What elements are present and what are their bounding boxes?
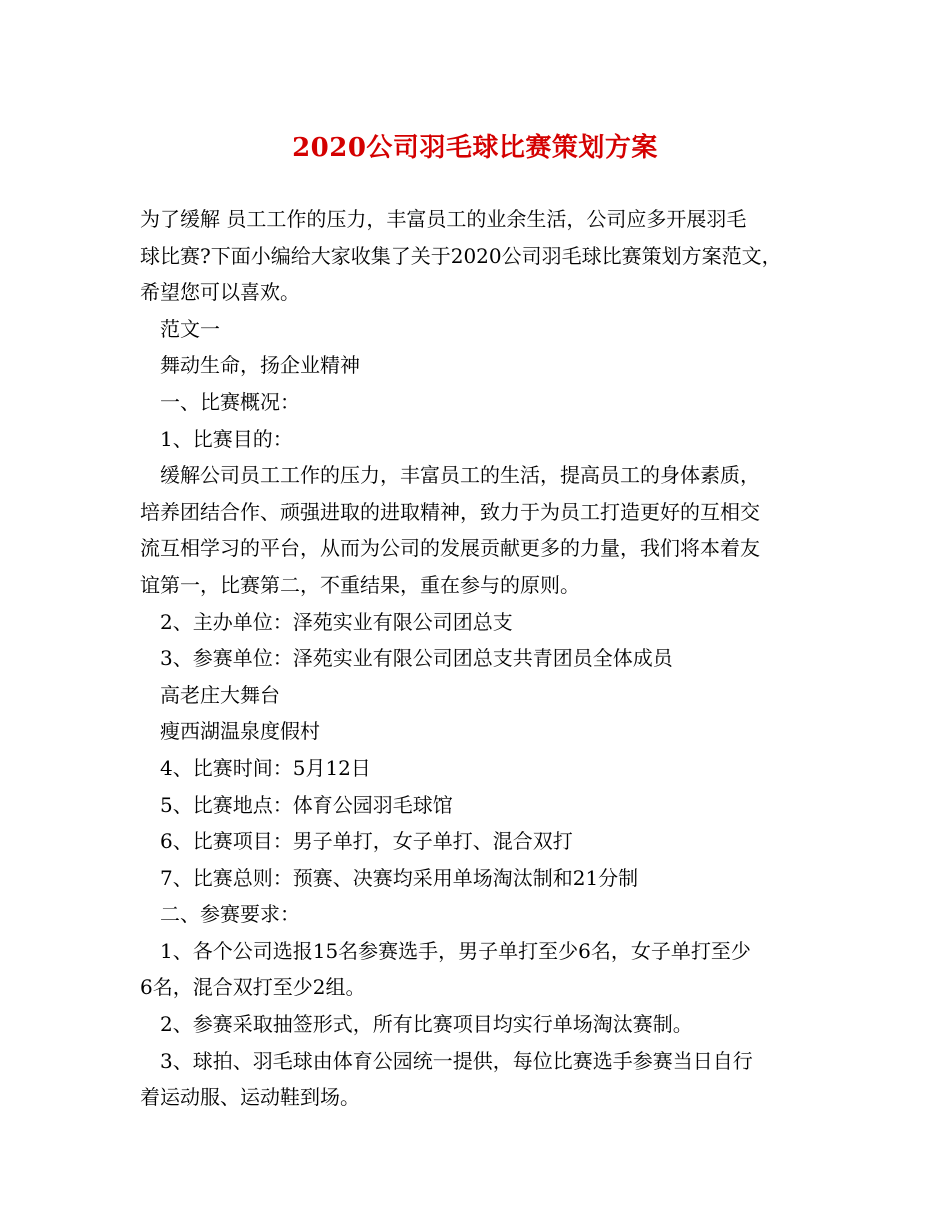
paragraph-line: 流互相学习的平台，从而为公司的发展贡献更多的力量，我们将本着友 [140,536,760,561]
paragraph-line: 球比赛?下面小编给大家收集了关于2020公司羽毛球比赛策划方案范文， [140,243,782,268]
paragraph-line: 缓解公司员工工作的压力，丰富员工的生活，提高员工的身体素质， [160,463,760,488]
paragraph-line: 谊第一，比赛第二，不重结果，重在参与的原则。 [140,572,580,597]
list-item: 3、球拍、羽毛球由体育公园统一提供，每位比赛选手参赛当日自行 [160,1048,753,1073]
paragraph-line: 瘦西湖温泉度假村 [160,719,320,744]
section-slogan: 舞动生命，扬企业精神 [160,353,360,378]
section-heading: 一、比赛概况： [160,389,300,414]
list-item: 1、各个公司选报15名参赛选手，男子单打至少6名，女子单打至少 [160,938,751,963]
list-item: 2、主办单位：泽苑实业有限公司团总支 [160,609,513,634]
list-item: 6、比赛项目：男子单打，女子单打、混合双打 [160,829,573,854]
list-item: 2、参赛采取抽签形式，所有比赛项目均实行单场淘汰赛制。 [160,1012,693,1037]
section-label: 范文一 [160,316,220,341]
list-item: 7、比赛总则：预赛、决赛均采用单场淘汰制和21分制 [160,865,639,890]
paragraph-line: 6名，混合双打至少2组。 [140,975,366,1000]
document-title: 2020公司羽毛球比赛策划方案 [292,133,658,163]
subsection-heading: 1、比赛目的： [160,426,293,451]
document-body [140,201,820,1116]
section-heading: 二、参赛要求： [160,902,300,927]
list-item: 3、参赛单位：泽苑实业有限公司团总支共青团员全体成员 [160,646,673,671]
list-item: 4、比赛时间：5月12日 [160,755,371,780]
paragraph-line: 为了缓解 员工工作的压力，丰富员工的业余生活，公司应多开展羽毛 [140,207,747,231]
list-item: 5、比赛地点：体育公园羽毛球馆 [160,792,453,817]
paragraph-line: 高老庄大舞台 [160,682,280,707]
paragraph-line: 希望您可以喜欢。 [140,280,300,305]
paragraph-line: 着运动服、运动鞋到场。 [140,1085,360,1110]
paragraph-line: 培养团结合作、顽强进取的进取精神，致力于为员工打造更好的互相交 [140,499,760,524]
